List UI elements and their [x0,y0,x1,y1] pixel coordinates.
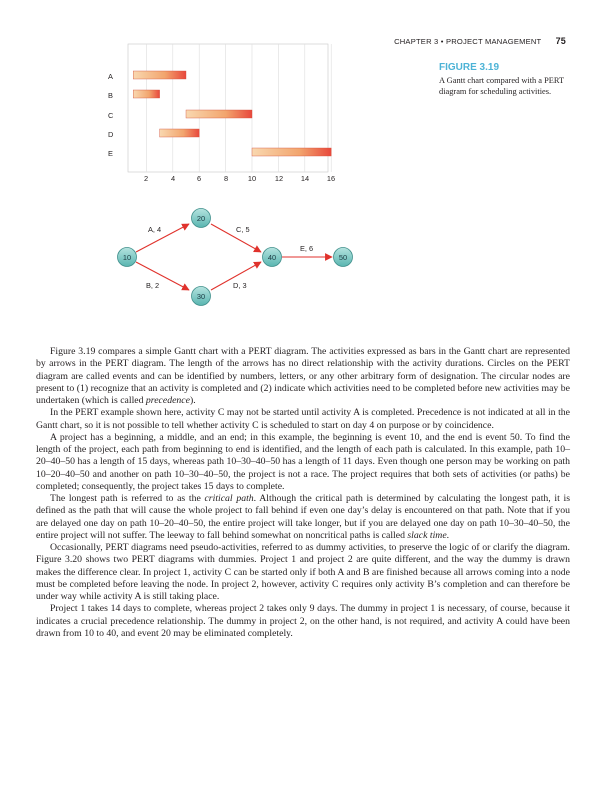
tick-label: 2 [143,174,149,183]
paragraph-text: . Although the critical path is determined by calculating the longest path, it is defined as the path that will cause the whole project to fall behind if even one day’s delay is encountered on that path. Note that if you are delayed one day on path 10–20–40–50, the entire project will take longer, but if you are delayed one day on path 10–30–40–50, the entire project will not suffer. The leeway to fall behind somewhat on noncritical paths is called [36,493,571,541]
gantt-bar-a [133,71,186,79]
gantt-bar-c [186,110,252,118]
paragraph: In the PERT example shown here, activity C may not be started until activity A is completed. Precedence is not indicated at all in the Gantt chart, so it is not possible to tell whether activity C is scheduled to start on day 4 on purpose or by coincidence. [36,407,570,431]
paragraph: Project 1 takes 14 days to complete, whereas project 2 takes only 9 days. The dummy in project 1 is necessary, of course, because it indicates a crucial precedence relationship. The dummy in project 2, on the other hand, is not required, and activity A could have been drawn from 10 to 40, and event 20 may be eliminated completely. [36,603,570,639]
gantt-ticks [144,174,335,183]
emphasis: critical path [204,493,254,504]
gantt-bar-e [252,148,331,156]
emphasis: slack time [407,529,447,541]
gantt-label-b: B [108,91,113,100]
figure-number: FIGURE 3.19 [439,62,500,73]
paragraph [36,493,570,542]
pert-node-label-50: 50 [338,253,348,262]
paragraph-text: . [446,529,450,541]
emphasis: precedence [145,395,190,406]
figure-diagram [0,0,600,340]
gantt-label-a: A [108,72,113,81]
pert-node-label-40: 40 [267,253,277,262]
paragraph-text: ). [189,395,196,406]
gantt-label-e: E [108,149,113,158]
tick-label: 10 [247,174,257,183]
pert-edge-label-e: E, 6 [300,244,314,253]
pert-diagram [118,209,353,306]
tick-label: 16 [326,174,336,183]
paragraph: A project has a beginning, a middle, and an end; in this example, the beginning is event 10, and the end is event 50. To find the length of the project, each path from beginning to end is identified, and the length of each path is calculated. In this example, path 10–20–40–50 has a length of 15 days, whereas path 10–30–40–50 has a length of 11 days. Even though one person may be working on path 10–20–40–50 and another on path 10–30–40–50, the project is not a race. The project requires that both sets of activities (or paths) be completed; consequently, the project takes 15 days to complete. [36,431,570,492]
pert-edge-label-a: A, 4 [148,225,162,234]
pert-edge-label-c: C, 5 [236,225,250,234]
tick-label: 14 [300,174,310,183]
paragraph [36,346,570,407]
gantt-label-d: D [108,130,114,139]
gantt-bar-b [133,90,159,98]
pert-node-label-30: 30 [196,292,206,301]
tick-label: 4 [170,174,176,183]
tick-label: 8 [223,174,229,183]
tick-label: 6 [196,174,202,183]
gantt-label-c: C [108,111,114,120]
pert-edge-label-b: B, 2 [146,281,160,290]
tick-label: 12 [274,174,284,183]
chapter-title: CHAPTER 3 • PROJECT MANAGEMENT [394,37,542,46]
paragraph-text: The longest path is referred to as the [50,493,201,504]
page-number: 75 [555,36,566,46]
pert-node-label-10: 10 [122,253,132,262]
gantt-bar-d [160,129,200,137]
pert-node-label-20: 20 [196,214,206,223]
pert-edge-label-d: D, 3 [233,281,247,290]
body-text [36,346,570,640]
figure-caption: A Gantt chart compared with a PERT diagram for scheduling activities. [439,76,564,96]
paragraph-text: Figure 3.19 compares a simple Gantt chart with a PERT diagram. The activities expressed as bars in the Gantt chart are represented by arrows in the PERT diagram. The length of the arrows has no direct relationship with the activity durations. Circles on the PERT diagram are called events and can be identified by numbers, letters, or any other arbitrary form of designation. The circular nodes are present to (1) recognize that an activity is completed and (2) indicate which activities need to be completed before new activities may be undertaken (which is called [36,346,570,406]
pert-edge-b [136,262,189,290]
pert-edge-a [136,224,189,252]
paragraph: Occasionally, PERT diagrams need pseudo-activities, referred to as dummy activities, to preserve the logic of or clarify the diagram. Figure 3.20 shows two PERT diagrams with dummies. Project 1 and project 2 are quite different, and the way the dummy is drawn makes the difference clear. In project 1, activity C can be started only if both A and B are finished because all arrows coming into a node must be completed before leaving the node. In project 2, however, activity C requires only activity B’s completion and can therefore be under way while activity A is still taking place. [36,542,570,602]
gantt-rows [108,72,114,158]
